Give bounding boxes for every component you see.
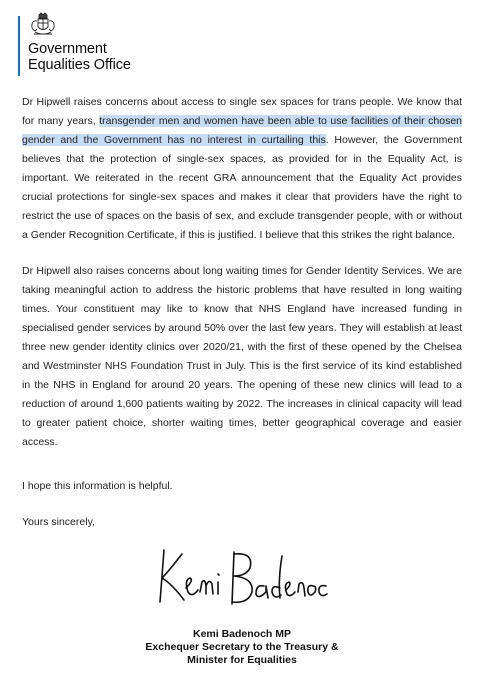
- org-line-2: Equalities Office: [28, 57, 131, 73]
- royal-crest-icon: [28, 12, 58, 38]
- highlighted-text-facilities: transgender men and women have been able to use facilities of their chosen gender: [22, 115, 463, 146]
- letter-body: [22, 93, 462, 469]
- hope-helpful-line: I hope this information is helpful.: [22, 480, 173, 492]
- paragraph-1-rest: . However, the Government believes that the protection of single-sex spaces, as provided for in the Equality Act, is important. We reiterated in the recent GRA announcement that the Equality Act provides crucial protections for single-sex spaces and makes it clear that providers have the right to restrict the use of spaces on the basis of sex, and exclude transgender people, with or without a Gender Recognition Certificate, if this is justified. I believe that this strikes the right balance.: [22, 134, 462, 241]
- signatory-name: Kemi Badenoch MP: [192, 628, 292, 640]
- signatory-title-2: Minister for Equalities: [187, 654, 297, 666]
- letterhead: [18, 12, 218, 76]
- paragraph-waiting-times: Dr Hipwell also raises concerns about long waiting times for Gender Identity Services. We are taking meaningful action to address the historic problems that have resulted in long waiting times. Your constituent may like to know that NHS England have increased funding in specialised gender services by around 50% over the last few years. They will establish at least three new gender identity clinics over 2020/21, with the first of these opened by the Chelsea and Westminster NHS Foundation Trust in July. This is the first service of its kind established in the NHS in England for around 20 years. The opening of these new clinics will lead to a reduction of around 1,600 patients waiting by 2022. The increases in clinical capacity will lead to greater patient choice, shorter waiting times, better geographical coverage and easier access.: [22, 265, 462, 448]
- handwritten-signature: [150, 542, 330, 612]
- signatory-block: [0, 628, 484, 667]
- highlighted-text-curtailing: and the Government has no interest in curtailing this: [54, 134, 326, 146]
- closing-line: Yours sincerely,: [22, 516, 95, 528]
- signatory-title-1: Exchequer Secretary to the Treasury &: [145, 641, 339, 653]
- organisation-name: [28, 41, 131, 73]
- paragraph-single-sex-spaces: [22, 93, 462, 245]
- paragraph-1-intro: Dr Hipwell raises concerns about access to single sex spaces for trans people. We know that for many years,: [22, 96, 462, 127]
- org-line-1: Government: [28, 41, 107, 57]
- accent-rule: [18, 16, 20, 76]
